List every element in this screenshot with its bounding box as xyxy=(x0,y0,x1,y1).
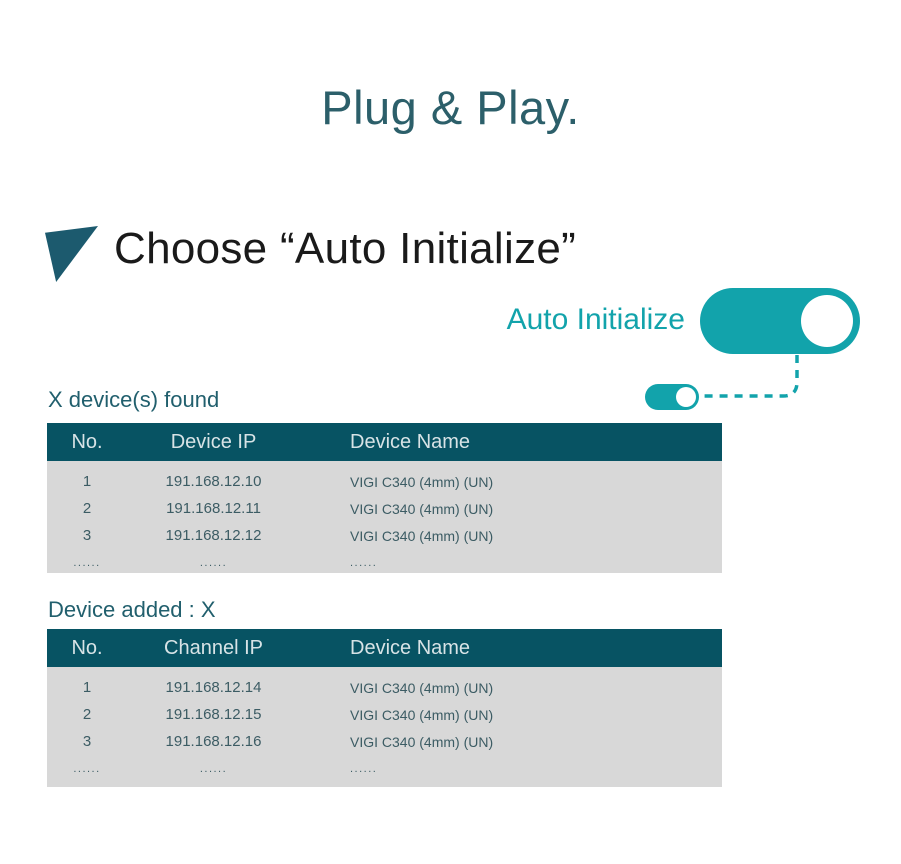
table-row xyxy=(47,755,722,782)
mini-toggle[interactable] xyxy=(645,384,699,410)
table-cell: 191.168.12.11 xyxy=(166,500,261,517)
table-header-row xyxy=(47,423,722,461)
table-header-row xyxy=(47,629,722,667)
column-header: Device IP xyxy=(170,430,257,453)
table-cell: ...... xyxy=(199,556,228,569)
table-cell: ...... xyxy=(73,762,101,775)
table-cell: ...... xyxy=(350,556,378,569)
column-header: No. xyxy=(71,430,103,453)
toggle-knob xyxy=(801,295,853,347)
column-header: Channel IP xyxy=(164,636,263,659)
table-cell: ...... xyxy=(73,556,101,569)
table-row xyxy=(47,522,722,549)
table-cell: 2 xyxy=(82,500,92,517)
table-row xyxy=(47,495,722,522)
table-row xyxy=(47,674,722,701)
auto-initialize-label: Auto Initialize xyxy=(506,303,685,336)
section-heading: Choose “Auto Initialize” xyxy=(114,224,577,273)
table-cell: 191.168.12.15 xyxy=(165,706,262,723)
added-devices-table xyxy=(47,629,722,787)
table-cell: 191.168.12.14 xyxy=(165,679,262,696)
column-header: Device Name xyxy=(350,430,471,453)
found-count-label: X device(s) found xyxy=(48,387,220,412)
column-header: Device Name xyxy=(350,636,471,659)
table-cell: VIGI C340 (4mm) (UN) xyxy=(350,706,494,723)
table-cell: 1 xyxy=(82,679,92,696)
table-cell: VIGI C340 (4mm) (UN) xyxy=(350,473,494,490)
added-count-label: Device added : X xyxy=(48,597,216,622)
toggle-knob xyxy=(676,387,696,407)
auto-initialize-toggle[interactable] xyxy=(700,288,860,354)
table-body xyxy=(47,461,722,573)
table-cell: 3 xyxy=(82,527,92,544)
table-row xyxy=(47,549,722,573)
table-cell: VIGI C340 (4mm) (UN) xyxy=(350,500,494,517)
table-cell: 2 xyxy=(82,706,92,723)
table-cell: 3 xyxy=(82,733,92,750)
page-title: Plug & Play. xyxy=(321,81,580,134)
table-body xyxy=(47,667,722,787)
table-row xyxy=(47,468,722,495)
table-cell: VIGI C340 (4mm) (UN) xyxy=(350,733,494,750)
column-header: No. xyxy=(71,636,103,659)
table-row xyxy=(47,728,722,755)
triangle-bullet-icon xyxy=(45,226,98,282)
table-cell: 191.168.12.10 xyxy=(165,473,262,490)
found-devices-table xyxy=(47,423,722,573)
table-row xyxy=(47,701,722,728)
table-cell: VIGI C340 (4mm) (UN) xyxy=(350,527,494,544)
table-cell: ...... xyxy=(199,762,228,775)
table-cell: 1 xyxy=(82,473,92,490)
table-cell: ...... xyxy=(350,762,378,775)
table-cell: 191.168.12.12 xyxy=(165,527,262,544)
table-cell: VIGI C340 (4mm) (UN) xyxy=(350,679,494,696)
table-cell: 191.168.12.16 xyxy=(165,733,262,750)
